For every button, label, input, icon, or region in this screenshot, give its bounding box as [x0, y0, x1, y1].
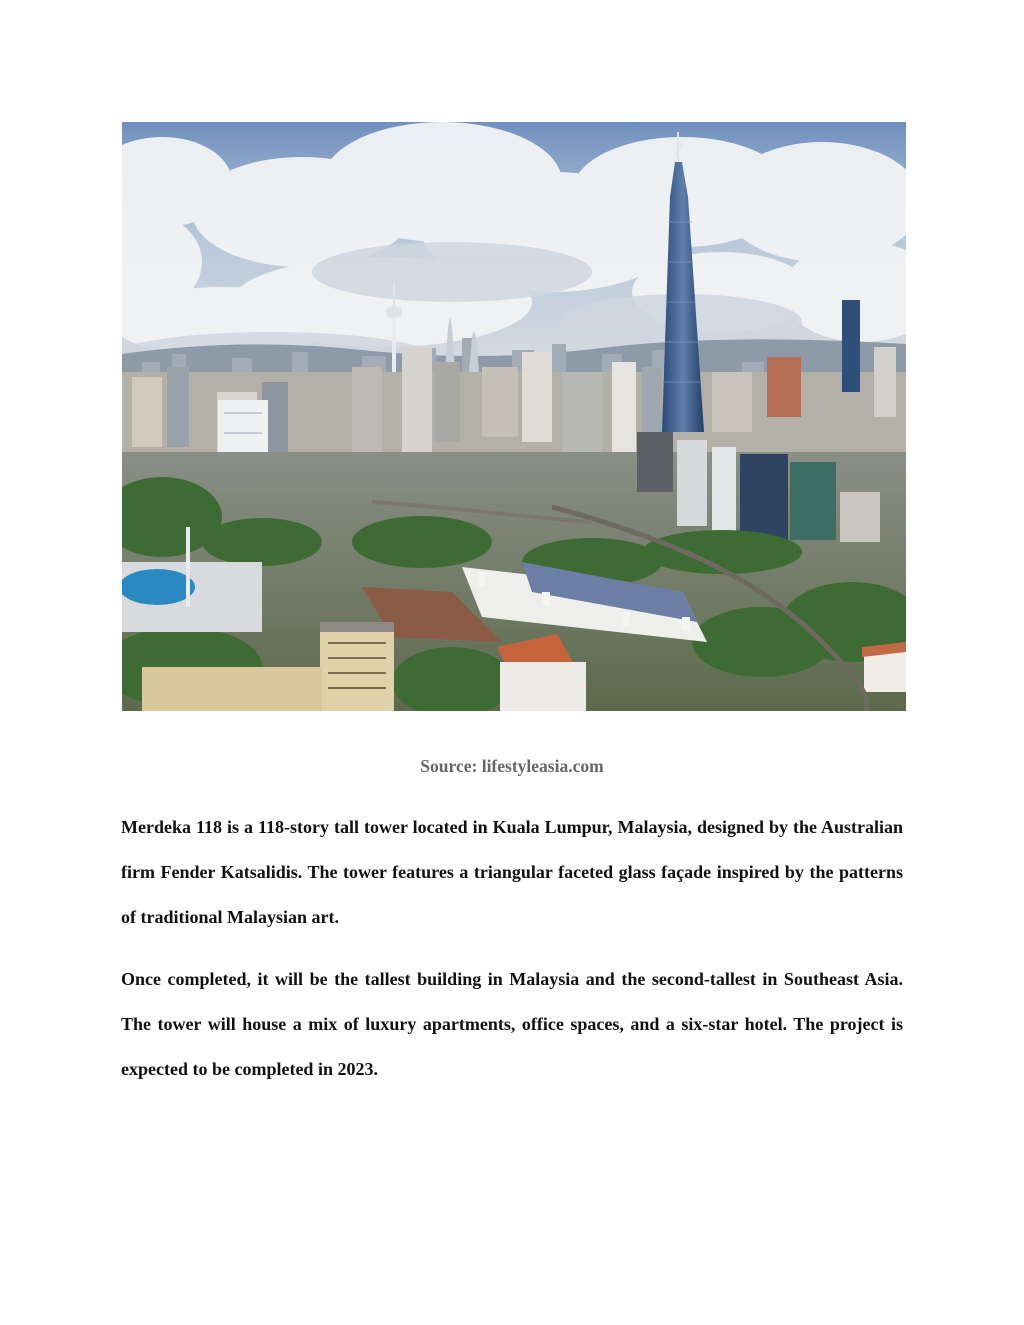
paragraph-1: Merdeka 118 is a 118-story tall tower located in Kuala Lumpur, Malaysia, designed by the Australian firm Fender Katsalidis. The tower features a triangular faceted glass façade inspired by the patterns of traditional Malaysian art. — [121, 817, 903, 927]
city-skyline-photo — [122, 122, 906, 711]
photo-illustration — [122, 122, 906, 711]
image-source-caption: Source: lifestyleasia.com — [420, 756, 604, 776]
paragraph-2: Once completed, it will be the tallest building in Malaysia and the second-tallest in Southeast Asia. The tower will house a mix of luxury apartments, office spaces, and a six-star hotel. The project is expected to be completed in 2023. — [121, 969, 903, 1079]
